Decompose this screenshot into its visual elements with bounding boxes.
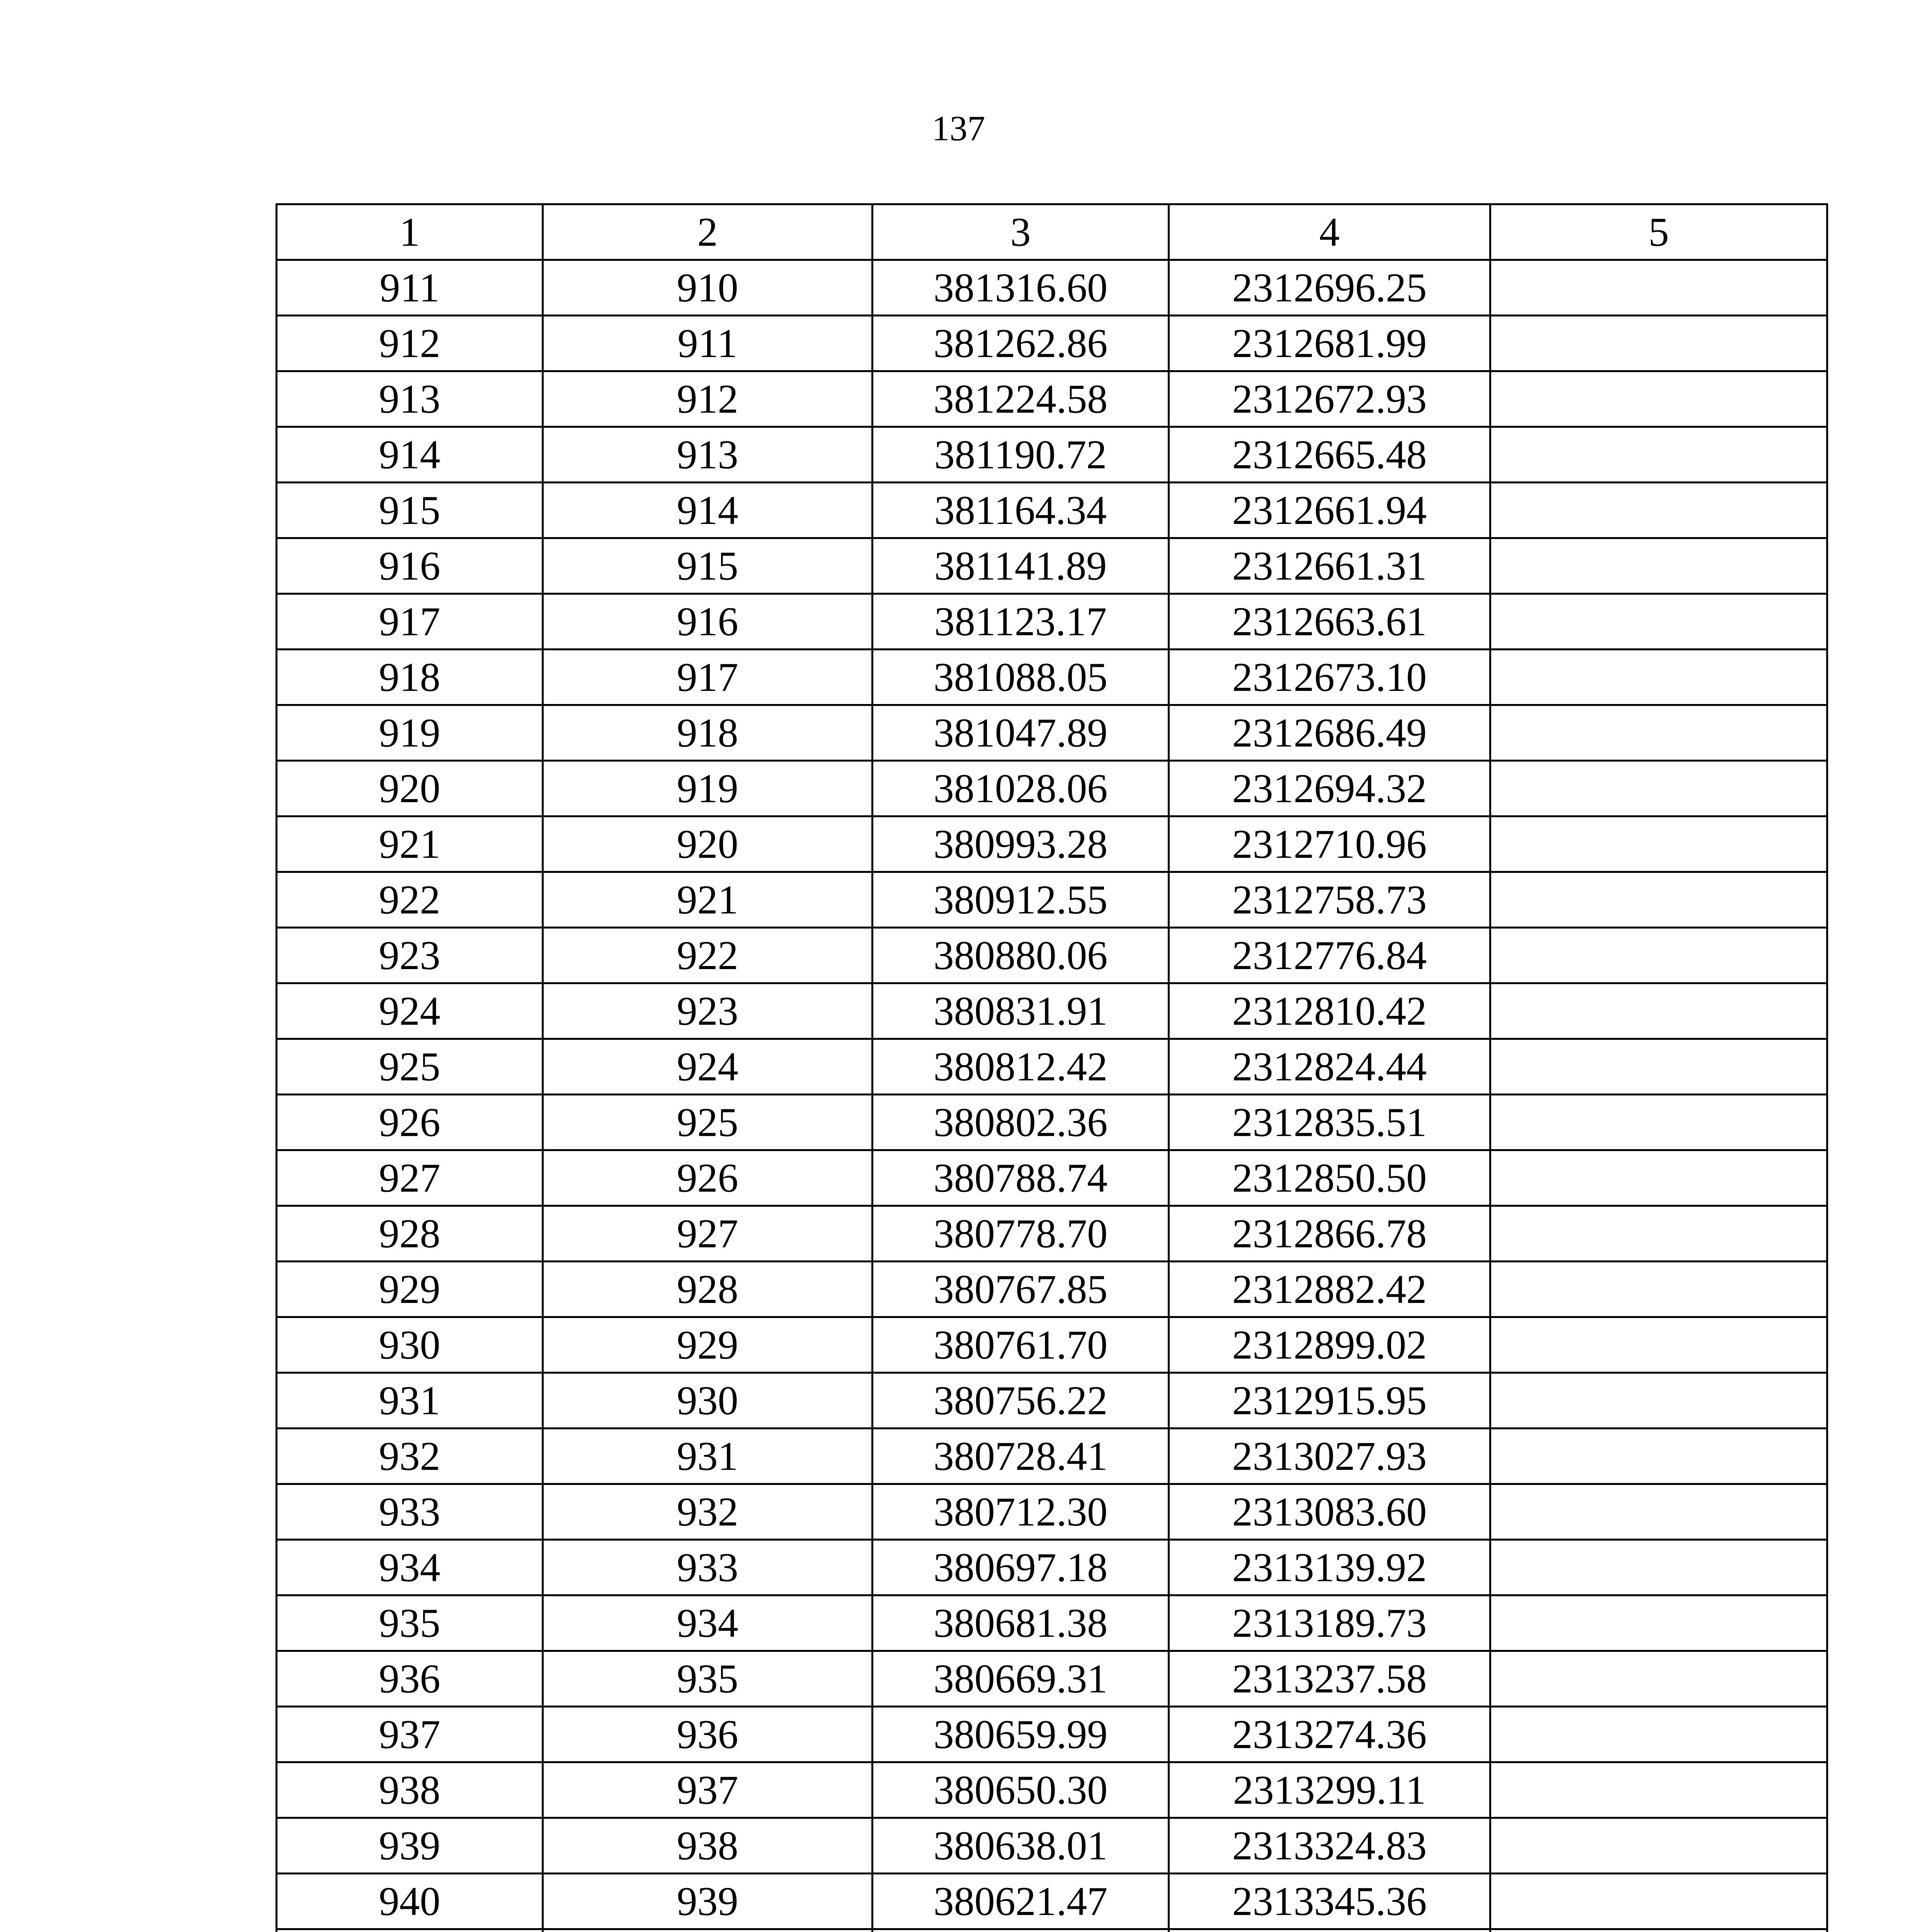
table-row — [277, 1874, 1827, 1929]
coordinate-x-cell: 381224.58 — [873, 371, 1169, 427]
point-number-cell: 935 — [277, 1595, 543, 1651]
previous-point-cell: 912 — [543, 371, 873, 427]
coordinate-x-cell: 381028.06 — [873, 761, 1169, 816]
table-row — [277, 1595, 1827, 1651]
point-number-cell: 938 — [277, 1762, 543, 1818]
point-number-cell: 918 — [277, 650, 543, 705]
coordinate-y-cell: 2313274.36 — [1169, 1707, 1490, 1762]
header-cell-3: 3 — [873, 204, 1169, 260]
coordinate-y-cell: 2312661.31 — [1169, 538, 1490, 594]
coordinate-y-cell: 2312915.95 — [1169, 1373, 1490, 1429]
note-cell — [1490, 816, 1827, 872]
coordinate-y-cell: 2313324.83 — [1169, 1818, 1490, 1874]
note-cell — [1490, 1429, 1827, 1484]
coordinate-y-cell: 2313237.58 — [1169, 1651, 1490, 1707]
note-cell — [1490, 1707, 1827, 1762]
point-number-cell: 924 — [277, 983, 543, 1039]
table-row — [277, 594, 1827, 650]
coordinate-x-cell: 381123.17 — [873, 594, 1169, 650]
coordinate-x-cell: 381316.60 — [873, 260, 1169, 316]
table-row — [277, 1762, 1827, 1818]
coordinate-x-cell: 381047.89 — [873, 705, 1169, 761]
coordinate-x-cell: 381164.34 — [873, 483, 1169, 538]
previous-point-cell: 913 — [543, 427, 873, 483]
table-row — [277, 1651, 1827, 1707]
previous-point-cell: 935 — [543, 1651, 873, 1707]
coordinate-y-cell: 2312899.02 — [1169, 1317, 1490, 1373]
table-row — [277, 260, 1827, 316]
note-cell — [1490, 1874, 1827, 1929]
point-number-cell: 933 — [277, 1484, 543, 1540]
point-number-cell: 931 — [277, 1373, 543, 1429]
coordinate-y-cell: 2312663.61 — [1169, 594, 1490, 650]
table-row — [277, 1707, 1827, 1762]
table-row — [277, 816, 1827, 872]
point-number-cell: 928 — [277, 1206, 543, 1262]
coordinate-x-cell: 380756.22 — [873, 1373, 1169, 1429]
previous-point-cell: 914 — [543, 483, 873, 538]
previous-point-cell: 931 — [543, 1429, 873, 1484]
previous-point-cell: 920 — [543, 816, 873, 872]
previous-point-cell: 924 — [543, 1039, 873, 1095]
coordinate-y-cell: 2313139.92 — [1169, 1540, 1490, 1595]
previous-point-cell: 917 — [543, 650, 873, 705]
note-cell — [1490, 872, 1827, 928]
table-header — [277, 204, 1827, 260]
point-number-cell: 929 — [277, 1262, 543, 1317]
coordinate-y-cell: 2312835.51 — [1169, 1095, 1490, 1150]
previous-point-cell: 929 — [543, 1317, 873, 1373]
note-cell — [1490, 1150, 1827, 1206]
point-number-cell: 913 — [277, 371, 543, 427]
note-cell — [1490, 1206, 1827, 1262]
table-row — [277, 705, 1827, 761]
table-row — [277, 483, 1827, 538]
table-row — [277, 1039, 1827, 1095]
table-row — [277, 371, 1827, 427]
point-number-cell: 930 — [277, 1317, 543, 1373]
coordinate-y-cell: 2312694.32 — [1169, 761, 1490, 816]
table-row — [277, 1150, 1827, 1206]
header-cell-1: 1 — [277, 204, 543, 260]
note-cell — [1490, 1484, 1827, 1540]
previous-point-cell: 927 — [543, 1206, 873, 1262]
previous-point-cell: 918 — [543, 705, 873, 761]
note-cell — [1490, 650, 1827, 705]
header-cell-2: 2 — [543, 204, 873, 260]
point-number-cell: 919 — [277, 705, 543, 761]
table-row — [277, 1484, 1827, 1540]
previous-point-cell: 921 — [543, 872, 873, 928]
coordinate-y-cell: 2313027.93 — [1169, 1429, 1490, 1484]
point-number-cell: 927 — [277, 1150, 543, 1206]
coordinate-x-cell: 380638.01 — [873, 1818, 1169, 1874]
note-cell — [1490, 1762, 1827, 1818]
note-cell — [1490, 983, 1827, 1039]
point-number-cell: 936 — [277, 1651, 543, 1707]
table-row — [277, 1818, 1827, 1874]
note-cell — [1490, 1039, 1827, 1095]
coordinate-y-cell: 2313345.36 — [1169, 1874, 1490, 1929]
coordinate-x-cell: 380778.70 — [873, 1206, 1169, 1262]
previous-point-cell: 939 — [543, 1874, 873, 1929]
point-number-cell: 940 — [277, 1874, 543, 1929]
table-row — [277, 928, 1827, 983]
previous-point-cell — [543, 1929, 873, 1932]
previous-point-cell: 916 — [543, 594, 873, 650]
table-row — [277, 1262, 1827, 1317]
point-number-cell: 934 — [277, 1540, 543, 1595]
note-cell — [1490, 1095, 1827, 1150]
table-row — [277, 427, 1827, 483]
coordinate-x-cell: 380728.41 — [873, 1429, 1169, 1484]
previous-point-cell: 919 — [543, 761, 873, 816]
previous-point-cell: 934 — [543, 1595, 873, 1651]
note-cell — [1490, 316, 1827, 371]
point-number-cell: 917 — [277, 594, 543, 650]
previous-point-cell: 922 — [543, 928, 873, 983]
previous-point-cell: 926 — [543, 1150, 873, 1206]
table-row — [277, 316, 1827, 371]
point-number-cell: 925 — [277, 1039, 543, 1095]
coordinate-x-cell: 380650.30 — [873, 1762, 1169, 1818]
table-row — [277, 1429, 1827, 1484]
coordinate-y-cell: 2312672.93 — [1169, 371, 1490, 427]
coordinate-x-cell: 380761.70 — [873, 1317, 1169, 1373]
point-number-cell — [277, 1929, 543, 1932]
coordinate-y-cell: 2312686.49 — [1169, 705, 1490, 761]
coordinate-x-cell: 381262.86 — [873, 316, 1169, 371]
coordinate-x-cell: 380912.55 — [873, 872, 1169, 928]
note-cell — [1490, 260, 1827, 316]
point-number-cell: 915 — [277, 483, 543, 538]
previous-point-cell: 910 — [543, 260, 873, 316]
coordinate-y-cell: 2312850.50 — [1169, 1150, 1490, 1206]
table-row — [277, 1095, 1827, 1150]
coordinate-y-cell: 2312696.25 — [1169, 260, 1490, 316]
coordinate-y-cell: 2312866.78 — [1169, 1206, 1490, 1262]
coordinate-x-cell: 380993.28 — [873, 816, 1169, 872]
note-cell — [1490, 1540, 1827, 1595]
previous-point-cell: 925 — [543, 1095, 873, 1150]
coordinate-x-cell: 381088.05 — [873, 650, 1169, 705]
coordinate-y-cell: 2312758.73 — [1169, 872, 1490, 928]
coordinate-y-cell: 2312824.44 — [1169, 1039, 1490, 1095]
note-cell — [1490, 1818, 1827, 1874]
table-body — [277, 260, 1827, 1932]
note-cell — [1490, 371, 1827, 427]
coordinate-y-cell — [1169, 1929, 1490, 1932]
table-row — [277, 538, 1827, 594]
coordinate-y-cell: 2313189.73 — [1169, 1595, 1490, 1651]
point-number-cell: 923 — [277, 928, 543, 983]
point-number-cell: 932 — [277, 1429, 543, 1484]
page-number: 137 — [932, 109, 985, 148]
coordinate-x-cell — [873, 1929, 1169, 1932]
coordinate-x-cell: 380831.91 — [873, 983, 1169, 1039]
header-cell-5: 5 — [1490, 204, 1827, 260]
note-cell — [1490, 1929, 1827, 1932]
point-number-cell: 920 — [277, 761, 543, 816]
point-number-cell: 926 — [277, 1095, 543, 1150]
coordinate-y-cell: 2312661.94 — [1169, 483, 1490, 538]
point-number-cell: 921 — [277, 816, 543, 872]
note-cell — [1490, 1373, 1827, 1429]
previous-point-cell: 915 — [543, 538, 873, 594]
coordinate-x-cell: 380712.30 — [873, 1484, 1169, 1540]
coordinate-y-cell: 2313299.11 — [1169, 1762, 1490, 1818]
previous-point-cell: 936 — [543, 1707, 873, 1762]
note-cell — [1490, 427, 1827, 483]
table-row — [277, 761, 1827, 816]
coordinate-y-cell: 2312776.84 — [1169, 928, 1490, 983]
note-cell — [1490, 761, 1827, 816]
point-number-cell: 922 — [277, 872, 543, 928]
coordinate-x-cell: 380767.85 — [873, 1262, 1169, 1317]
note-cell — [1490, 538, 1827, 594]
coordinate-x-cell: 381141.89 — [873, 538, 1169, 594]
coordinate-x-cell: 380669.31 — [873, 1651, 1169, 1707]
coordinate-y-cell: 2312665.48 — [1169, 427, 1490, 483]
coordinate-y-cell: 2312882.42 — [1169, 1262, 1490, 1317]
table-row — [277, 1373, 1827, 1429]
header-cell-4: 4 — [1169, 204, 1490, 260]
previous-point-cell: 938 — [543, 1818, 873, 1874]
table-row — [277, 983, 1827, 1039]
coordinate-x-cell: 380681.38 — [873, 1595, 1169, 1651]
point-number-cell: 912 — [277, 316, 543, 371]
header-row — [277, 204, 1827, 260]
note-cell — [1490, 594, 1827, 650]
point-number-cell: 911 — [277, 260, 543, 316]
table-row — [277, 1929, 1827, 1932]
coordinates-table — [276, 203, 1828, 1932]
previous-point-cell: 930 — [543, 1373, 873, 1429]
coordinate-x-cell: 380880.06 — [873, 928, 1169, 983]
note-cell — [1490, 1651, 1827, 1707]
coordinate-x-cell: 380812.42 — [873, 1039, 1169, 1095]
previous-point-cell: 923 — [543, 983, 873, 1039]
coordinate-x-cell: 380697.18 — [873, 1540, 1169, 1595]
note-cell — [1490, 1262, 1827, 1317]
previous-point-cell: 911 — [543, 316, 873, 371]
coordinate-y-cell: 2313083.60 — [1169, 1484, 1490, 1540]
coordinate-y-cell: 2312681.99 — [1169, 316, 1490, 371]
note-cell — [1490, 483, 1827, 538]
coordinate-x-cell: 380621.47 — [873, 1874, 1169, 1929]
previous-point-cell: 933 — [543, 1540, 873, 1595]
note-cell — [1490, 705, 1827, 761]
note-cell — [1490, 1317, 1827, 1373]
table-row — [277, 872, 1827, 928]
coordinate-x-cell: 380659.99 — [873, 1707, 1169, 1762]
coordinate-x-cell: 381190.72 — [873, 427, 1169, 483]
coordinate-x-cell: 380788.74 — [873, 1150, 1169, 1206]
previous-point-cell: 928 — [543, 1262, 873, 1317]
point-number-cell: 916 — [277, 538, 543, 594]
coordinate-y-cell: 2312710.96 — [1169, 816, 1490, 872]
table-row — [277, 1540, 1827, 1595]
table-row — [277, 650, 1827, 705]
coordinate-y-cell: 2312810.42 — [1169, 983, 1490, 1039]
point-number-cell: 937 — [277, 1707, 543, 1762]
coordinate-y-cell: 2312673.10 — [1169, 650, 1490, 705]
point-number-cell: 939 — [277, 1818, 543, 1874]
previous-point-cell: 932 — [543, 1484, 873, 1540]
coordinate-x-cell: 380802.36 — [873, 1095, 1169, 1150]
note-cell — [1490, 1595, 1827, 1651]
point-number-cell: 914 — [277, 427, 543, 483]
previous-point-cell: 937 — [543, 1762, 873, 1818]
note-cell — [1490, 928, 1827, 983]
table-row — [277, 1206, 1827, 1262]
table-row — [277, 1317, 1827, 1373]
